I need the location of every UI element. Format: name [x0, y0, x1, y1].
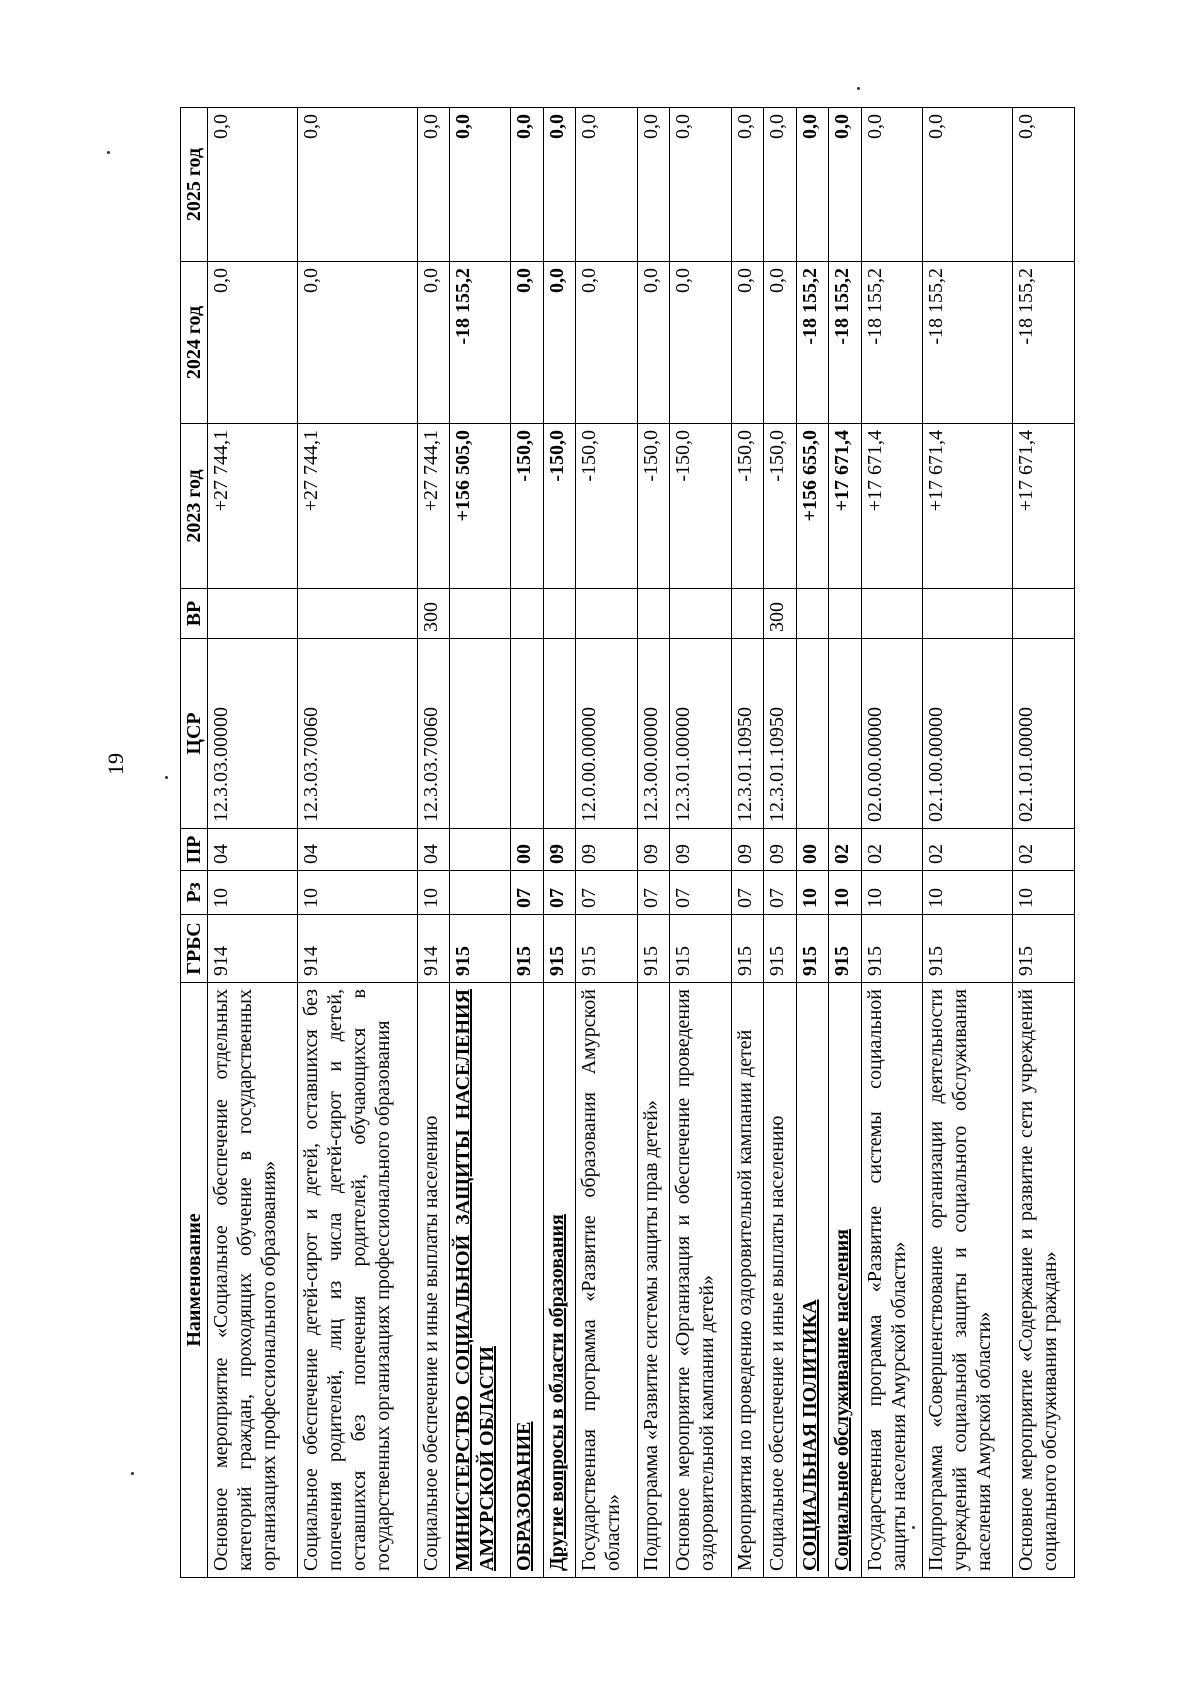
- cell-y2025: 0,0: [923, 108, 1013, 262]
- cell-csr: 12.3.03.70060: [298, 639, 417, 829]
- table-row: [417, 108, 450, 1578]
- cell-vr: [670, 589, 731, 639]
- cell-vr: [796, 589, 829, 639]
- table-row: [298, 108, 417, 1578]
- cell-grbs: 915: [1013, 915, 1075, 983]
- cell-rz: 10: [829, 871, 862, 915]
- cell-y2025: 0,0: [764, 108, 797, 262]
- table-row: [511, 108, 544, 1578]
- cell-y2025: 0,0: [731, 108, 764, 262]
- cell-y2023: -150,0: [670, 424, 731, 589]
- cell-pr: 04: [417, 829, 450, 871]
- cell-pr: [450, 829, 511, 871]
- cell-name: Государственная программа «Развитие системы социальной защиты населения Амурской области»: [861, 983, 922, 1578]
- cell-grbs: 914: [298, 915, 417, 983]
- table-row: [861, 108, 922, 1578]
- cell-y2025: 0,0: [450, 108, 511, 262]
- header-2024: 2024 год: [181, 262, 208, 424]
- header-pr: ПР: [181, 829, 208, 871]
- scan-speck: [131, 1472, 134, 1475]
- cell-pr: 00: [796, 829, 829, 871]
- cell-name: ОБРАЗОВАНИЕ: [511, 983, 544, 1578]
- cell-y2025: 0,0: [576, 108, 637, 262]
- cell-name: МИНИСТЕРСТВО СОЦИАЛЬНОЙ ЗАЩИТЫ НАСЕЛЕНИЯ АМУРСКОЙ ОБЛАСТИ: [450, 983, 511, 1578]
- cell-grbs: 915: [450, 915, 511, 983]
- cell-vr: 300: [764, 589, 797, 639]
- cell-grbs: 915: [576, 915, 637, 983]
- cell-name: Государственная программа «Развитие образования Амурской области»: [576, 983, 637, 1578]
- cell-pr: 02: [1013, 829, 1075, 871]
- table-row: [637, 108, 670, 1578]
- cell-y2024: 0,0: [764, 262, 797, 424]
- cell-y2025: 0,0: [417, 108, 450, 262]
- table-row: [829, 108, 862, 1578]
- cell-grbs: 915: [861, 915, 922, 983]
- cell-vr: [861, 589, 922, 639]
- cell-y2023: +27 744,1: [208, 424, 298, 589]
- cell-rz: 07: [511, 871, 544, 915]
- cell-y2025: 0,0: [861, 108, 922, 262]
- cell-y2023: -150,0: [731, 424, 764, 589]
- page-number: 19: [103, 753, 128, 775]
- cell-y2025: 0,0: [670, 108, 731, 262]
- cell-pr: 09: [670, 829, 731, 871]
- cell-y2025: 0,0: [298, 108, 417, 262]
- cell-vr: [923, 589, 1013, 639]
- cell-vr: [1013, 589, 1075, 639]
- cell-y2025: 0,0: [543, 108, 576, 262]
- table-row: [208, 108, 298, 1578]
- cell-y2024: 0,0: [543, 262, 576, 424]
- cell-y2024: 0,0: [670, 262, 731, 424]
- cell-name: Социальное обеспечение и иные выплаты населению: [417, 983, 450, 1578]
- header-grbs: ГРБС: [181, 915, 208, 983]
- cell-rz: [450, 871, 511, 915]
- cell-name: Социальное обеспечение и иные выплаты населению: [764, 983, 797, 1578]
- cell-y2023: -150,0: [576, 424, 637, 589]
- cell-vr: [829, 589, 862, 639]
- cell-vr: [543, 589, 576, 639]
- cell-grbs: 915: [543, 915, 576, 983]
- cell-y2024: 0,0: [208, 262, 298, 424]
- cell-y2023: -150,0: [511, 424, 544, 589]
- cell-name: СОЦИАЛЬНАЯ ПОЛИТИКА: [796, 983, 829, 1578]
- budget-table: [180, 107, 1075, 1578]
- cell-name: Подпрограмма «Совершенствование организации деятельности учреждений социальной защиты и социального обслуживания населения Амурской области»: [923, 983, 1013, 1578]
- cell-vr: 300: [417, 589, 450, 639]
- cell-pr: 09: [637, 829, 670, 871]
- cell-pr: 04: [298, 829, 417, 871]
- cell-vr: [208, 589, 298, 639]
- cell-pr: 02: [829, 829, 862, 871]
- cell-csr: [543, 639, 576, 829]
- table-row: [731, 108, 764, 1578]
- table-row: [1013, 108, 1075, 1578]
- cell-rz: 10: [796, 871, 829, 915]
- cell-grbs: 915: [829, 915, 862, 983]
- header-2025: 2025 год: [181, 108, 208, 262]
- cell-y2023: +156 505,0: [450, 424, 511, 589]
- cell-csr: [511, 639, 544, 829]
- cell-rz: 10: [861, 871, 922, 915]
- cell-y2025: 0,0: [796, 108, 829, 262]
- cell-name: Социальное обеспечение детей-сирот и детей, оставшихся без попечения родителей, лиц из числа детей-сирот и детей, оставшихся без попечения родителей, обучающихся в государственных организациях профессионального образования: [298, 983, 417, 1578]
- cell-pr: 02: [861, 829, 922, 871]
- cell-vr: [731, 589, 764, 639]
- cell-y2023: +17 671,4: [861, 424, 922, 589]
- cell-rz: 10: [208, 871, 298, 915]
- cell-csr: [450, 639, 511, 829]
- table-row: [576, 108, 637, 1578]
- cell-grbs: 915: [670, 915, 731, 983]
- cell-rz: 07: [764, 871, 797, 915]
- header-vr: ВР: [181, 589, 208, 639]
- cell-name: Основное мероприятие «Содержание и развитие сети учреждений социального обслуживания граждан»: [1013, 983, 1075, 1578]
- header-csr: ЦСР: [181, 639, 208, 829]
- cell-y2025: 0,0: [637, 108, 670, 262]
- cell-y2023: -150,0: [637, 424, 670, 589]
- scan-speck: [857, 87, 860, 90]
- scan-speck: [165, 776, 168, 779]
- table-row: [543, 108, 576, 1578]
- cell-rz: 10: [923, 871, 1013, 915]
- cell-rz: 10: [298, 871, 417, 915]
- scan-speck: [107, 151, 110, 154]
- cell-csr: 12.0.00.00000: [576, 639, 637, 829]
- cell-name: Мероприятия по проведению оздоровительной кампании детей: [731, 983, 764, 1578]
- cell-y2023: -150,0: [764, 424, 797, 589]
- table-row: [450, 108, 511, 1578]
- cell-y2024: -18 155,2: [796, 262, 829, 424]
- cell-rz: 07: [670, 871, 731, 915]
- cell-grbs: 915: [923, 915, 1013, 983]
- cell-rz: 07: [543, 871, 576, 915]
- cell-rz: 07: [731, 871, 764, 915]
- cell-y2024: 0,0: [511, 262, 544, 424]
- cell-csr: [829, 639, 862, 829]
- cell-name: Основное мероприятие «Социальное обеспечение отдельных категорий граждан, проходящих обучение в государственных организациях профессионального образования»: [208, 983, 298, 1578]
- cell-pr: 09: [764, 829, 797, 871]
- cell-y2025: 0,0: [1013, 108, 1075, 262]
- cell-pr: 09: [576, 829, 637, 871]
- cell-y2024: 0,0: [637, 262, 670, 424]
- cell-csr: [796, 639, 829, 829]
- cell-rz: 07: [637, 871, 670, 915]
- cell-grbs: 914: [208, 915, 298, 983]
- cell-grbs: 915: [731, 915, 764, 983]
- cell-y2025: 0,0: [829, 108, 862, 262]
- cell-y2024: -18 155,2: [450, 262, 511, 424]
- cell-vr: [298, 589, 417, 639]
- table-row: [764, 108, 797, 1578]
- cell-pr: 09: [731, 829, 764, 871]
- cell-y2023: +156 655,0: [796, 424, 829, 589]
- cell-y2024: -18 155,2: [1013, 262, 1075, 424]
- cell-name: Основное мероприятие «Организация и обеспечение проведения оздоровительной кампании детей»: [670, 983, 731, 1578]
- cell-y2023: +17 671,4: [1013, 424, 1075, 589]
- cell-csr: 02.1.01.00000: [1013, 639, 1075, 829]
- cell-y2024: -18 155,2: [923, 262, 1013, 424]
- cell-y2024: 0,0: [417, 262, 450, 424]
- cell-name: Социальное обслуживание населения: [829, 983, 862, 1578]
- cell-pr: 04: [208, 829, 298, 871]
- cell-csr: 12.3.01.00000: [670, 639, 731, 829]
- cell-y2025: 0,0: [208, 108, 298, 262]
- cell-y2024: 0,0: [731, 262, 764, 424]
- table-row: [796, 108, 829, 1578]
- rotated-table-container: [180, 108, 1075, 1578]
- cell-csr: 02.0.00.00000: [861, 639, 922, 829]
- cell-rz: 07: [576, 871, 637, 915]
- cell-pr: 09: [543, 829, 576, 871]
- cell-y2023: +27 744,1: [298, 424, 417, 589]
- cell-y2024: -18 155,2: [861, 262, 922, 424]
- table-row: [923, 108, 1013, 1578]
- cell-csr: 12.3.01.10950: [731, 639, 764, 829]
- cell-vr: [637, 589, 670, 639]
- cell-csr: 12.3.00.00000: [637, 639, 670, 829]
- cell-pr: 00: [511, 829, 544, 871]
- header-rz: Рз: [181, 871, 208, 915]
- cell-y2025: 0,0: [511, 108, 544, 262]
- table-header-row: [181, 108, 208, 1578]
- header-2023: 2023 год: [181, 424, 208, 589]
- cell-vr: [576, 589, 637, 639]
- cell-grbs: 915: [637, 915, 670, 983]
- cell-grbs: 915: [764, 915, 797, 983]
- cell-y2024: 0,0: [576, 262, 637, 424]
- header-name: Наименование: [181, 983, 208, 1578]
- cell-y2024: 0,0: [298, 262, 417, 424]
- cell-y2023: +27 744,1: [417, 424, 450, 589]
- cell-grbs: 914: [417, 915, 450, 983]
- cell-csr: 12.3.03.70060: [417, 639, 450, 829]
- cell-vr: [511, 589, 544, 639]
- table-row: [670, 108, 731, 1578]
- cell-y2023: +17 671,4: [829, 424, 862, 589]
- cell-csr: 02.1.00.00000: [923, 639, 1013, 829]
- cell-name: Другие вопросы в области образования: [543, 983, 576, 1578]
- cell-y2023: +17 671,4: [923, 424, 1013, 589]
- cell-pr: 02: [923, 829, 1013, 871]
- cell-csr: 12.3.03.00000: [208, 639, 298, 829]
- cell-rz: 10: [1013, 871, 1075, 915]
- cell-vr: [450, 589, 511, 639]
- cell-name: Подпрограмма «Развитие системы защиты прав детей»: [637, 983, 670, 1578]
- cell-y2024: -18 155,2: [829, 262, 862, 424]
- cell-grbs: 915: [796, 915, 829, 983]
- cell-grbs: 915: [511, 915, 544, 983]
- cell-y2023: -150,0: [543, 424, 576, 589]
- cell-csr: 12.3.01.10950: [764, 639, 797, 829]
- cell-rz: 10: [417, 871, 450, 915]
